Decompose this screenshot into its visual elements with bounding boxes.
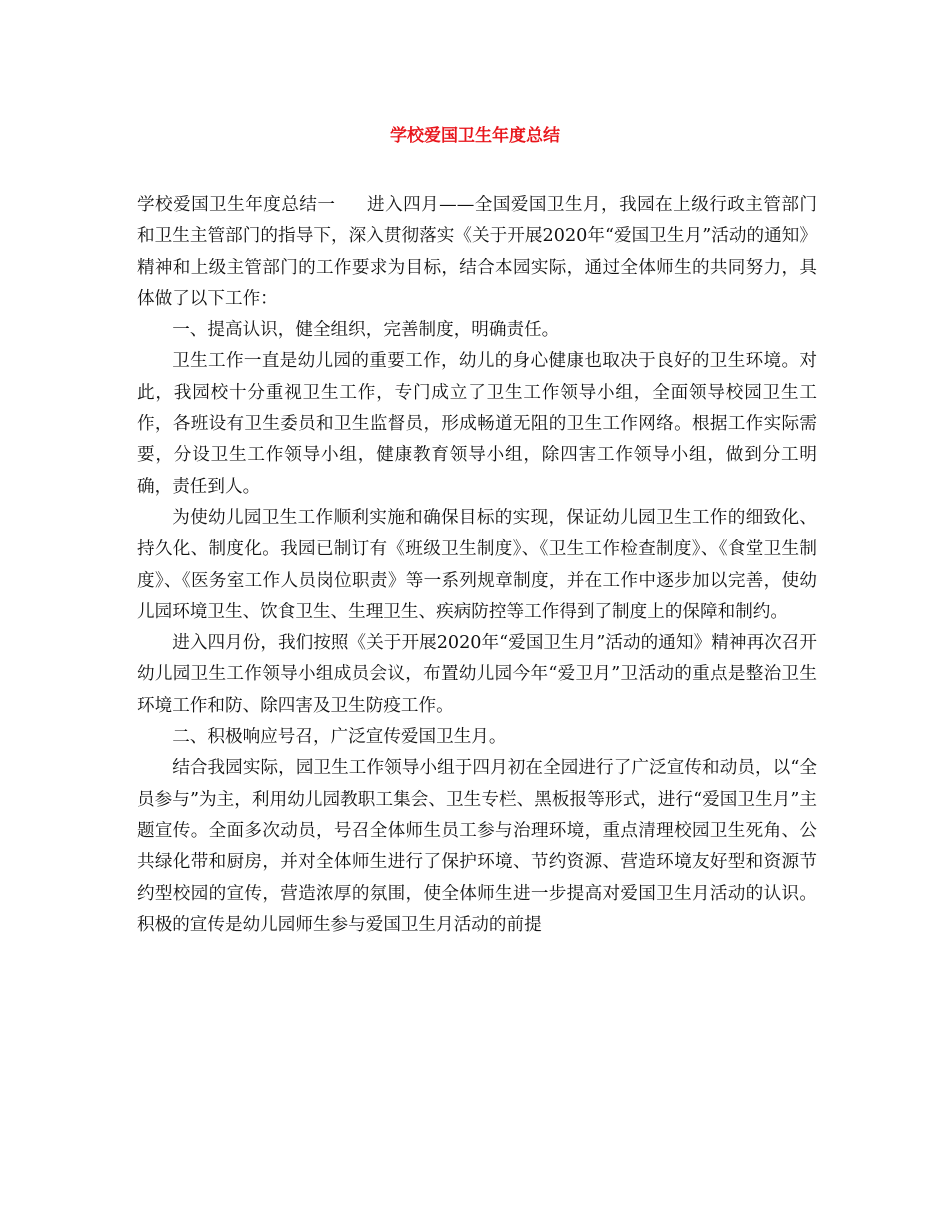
paragraph: 卫生工作一直是幼儿园的重要工作，幼儿的身心健康也取决于良好的卫生环境。对此，我园校十分重视卫生工作，专门成立了卫生工作领导小组，全面领导校园卫生工作，各班设有卫生委员和卫生监督员，形成畅道无阻的卫生工作网络。根据工作实际需要，分设卫生工作领导小组，健康教育领导小组，除四害工作领导小组，做到分工明确，责任到人。 [137, 351, 817, 497]
document-body [137, 190, 817, 941]
paragraph-intro [137, 190, 817, 315]
section-label: 学校爱国卫生年度总结一 [137, 195, 336, 215]
paragraph-text: 进入四月——全国爱国卫生月，我园在上级行政主管部门和卫生主管部门的指导下，深入贯彻落实《关于开展2020年“爱国卫生月”活动的通知》精神和上级主管部门的工作要求为目标，结合本园实际，通过全体师生的共同努力，具体做了以下工作： [137, 195, 817, 309]
paragraph-heading-1: 一、提高认识，健全组织，完善制度，明确责任。 [172, 320, 560, 341]
paragraph: 进入四月份，我们按照《关于开展2020年“爱国卫生月”活动的通知》精神再次召开幼儿园卫生工作领导小组成员会议，布置幼儿园今年“爱卫月”卫活动的重点是整治卫生环境工作和防、除四害及卫生防疫工作。 [137, 633, 817, 716]
paragraph-heading-2: 二、积极响应号召，广泛宣传爱国卫生月。 [172, 727, 507, 748]
paragraph: 结合我园实际，园卫生工作领导小组于四月初在全园进行了广泛宣传和动员，以“全员参与”为主，利用幼儿园教职工集会、卫生专栏、黑板报等形式，进行“爱国卫生月”主题宣传。全面多次动员，号召全体师生员工参与治理环境，重点清理校园卫生死角、公共绿化带和厨房，并对全体师生进行了保护环境、节约资源、营造环境友好型和资源节约型校园的宣传，营造浓厚的氛围，使全体师生进一步提高对爱国卫生月活动的认识。积极的宣传是幼儿园师生参与爱国卫生月活动的前提 [137, 758, 817, 935]
document-title: 学校爱国卫生年度总结 [390, 126, 560, 146]
paragraph: 为使幼儿园卫生工作顺利实施和确保目标的实现，保证幼儿园卫生工作的细致化、持久化、制度化。我园已制订有《班级卫生制度》、《卫生工作检查制度》、《食堂卫生制度》、《医务室工作人员岗位职责》等一系列规章制度，并在工作中逐步加以完善，使幼儿园环境卫生、饮食卫生、生理卫生、疾病防控等工作得到了制度上的保障和制约。 [137, 507, 817, 622]
